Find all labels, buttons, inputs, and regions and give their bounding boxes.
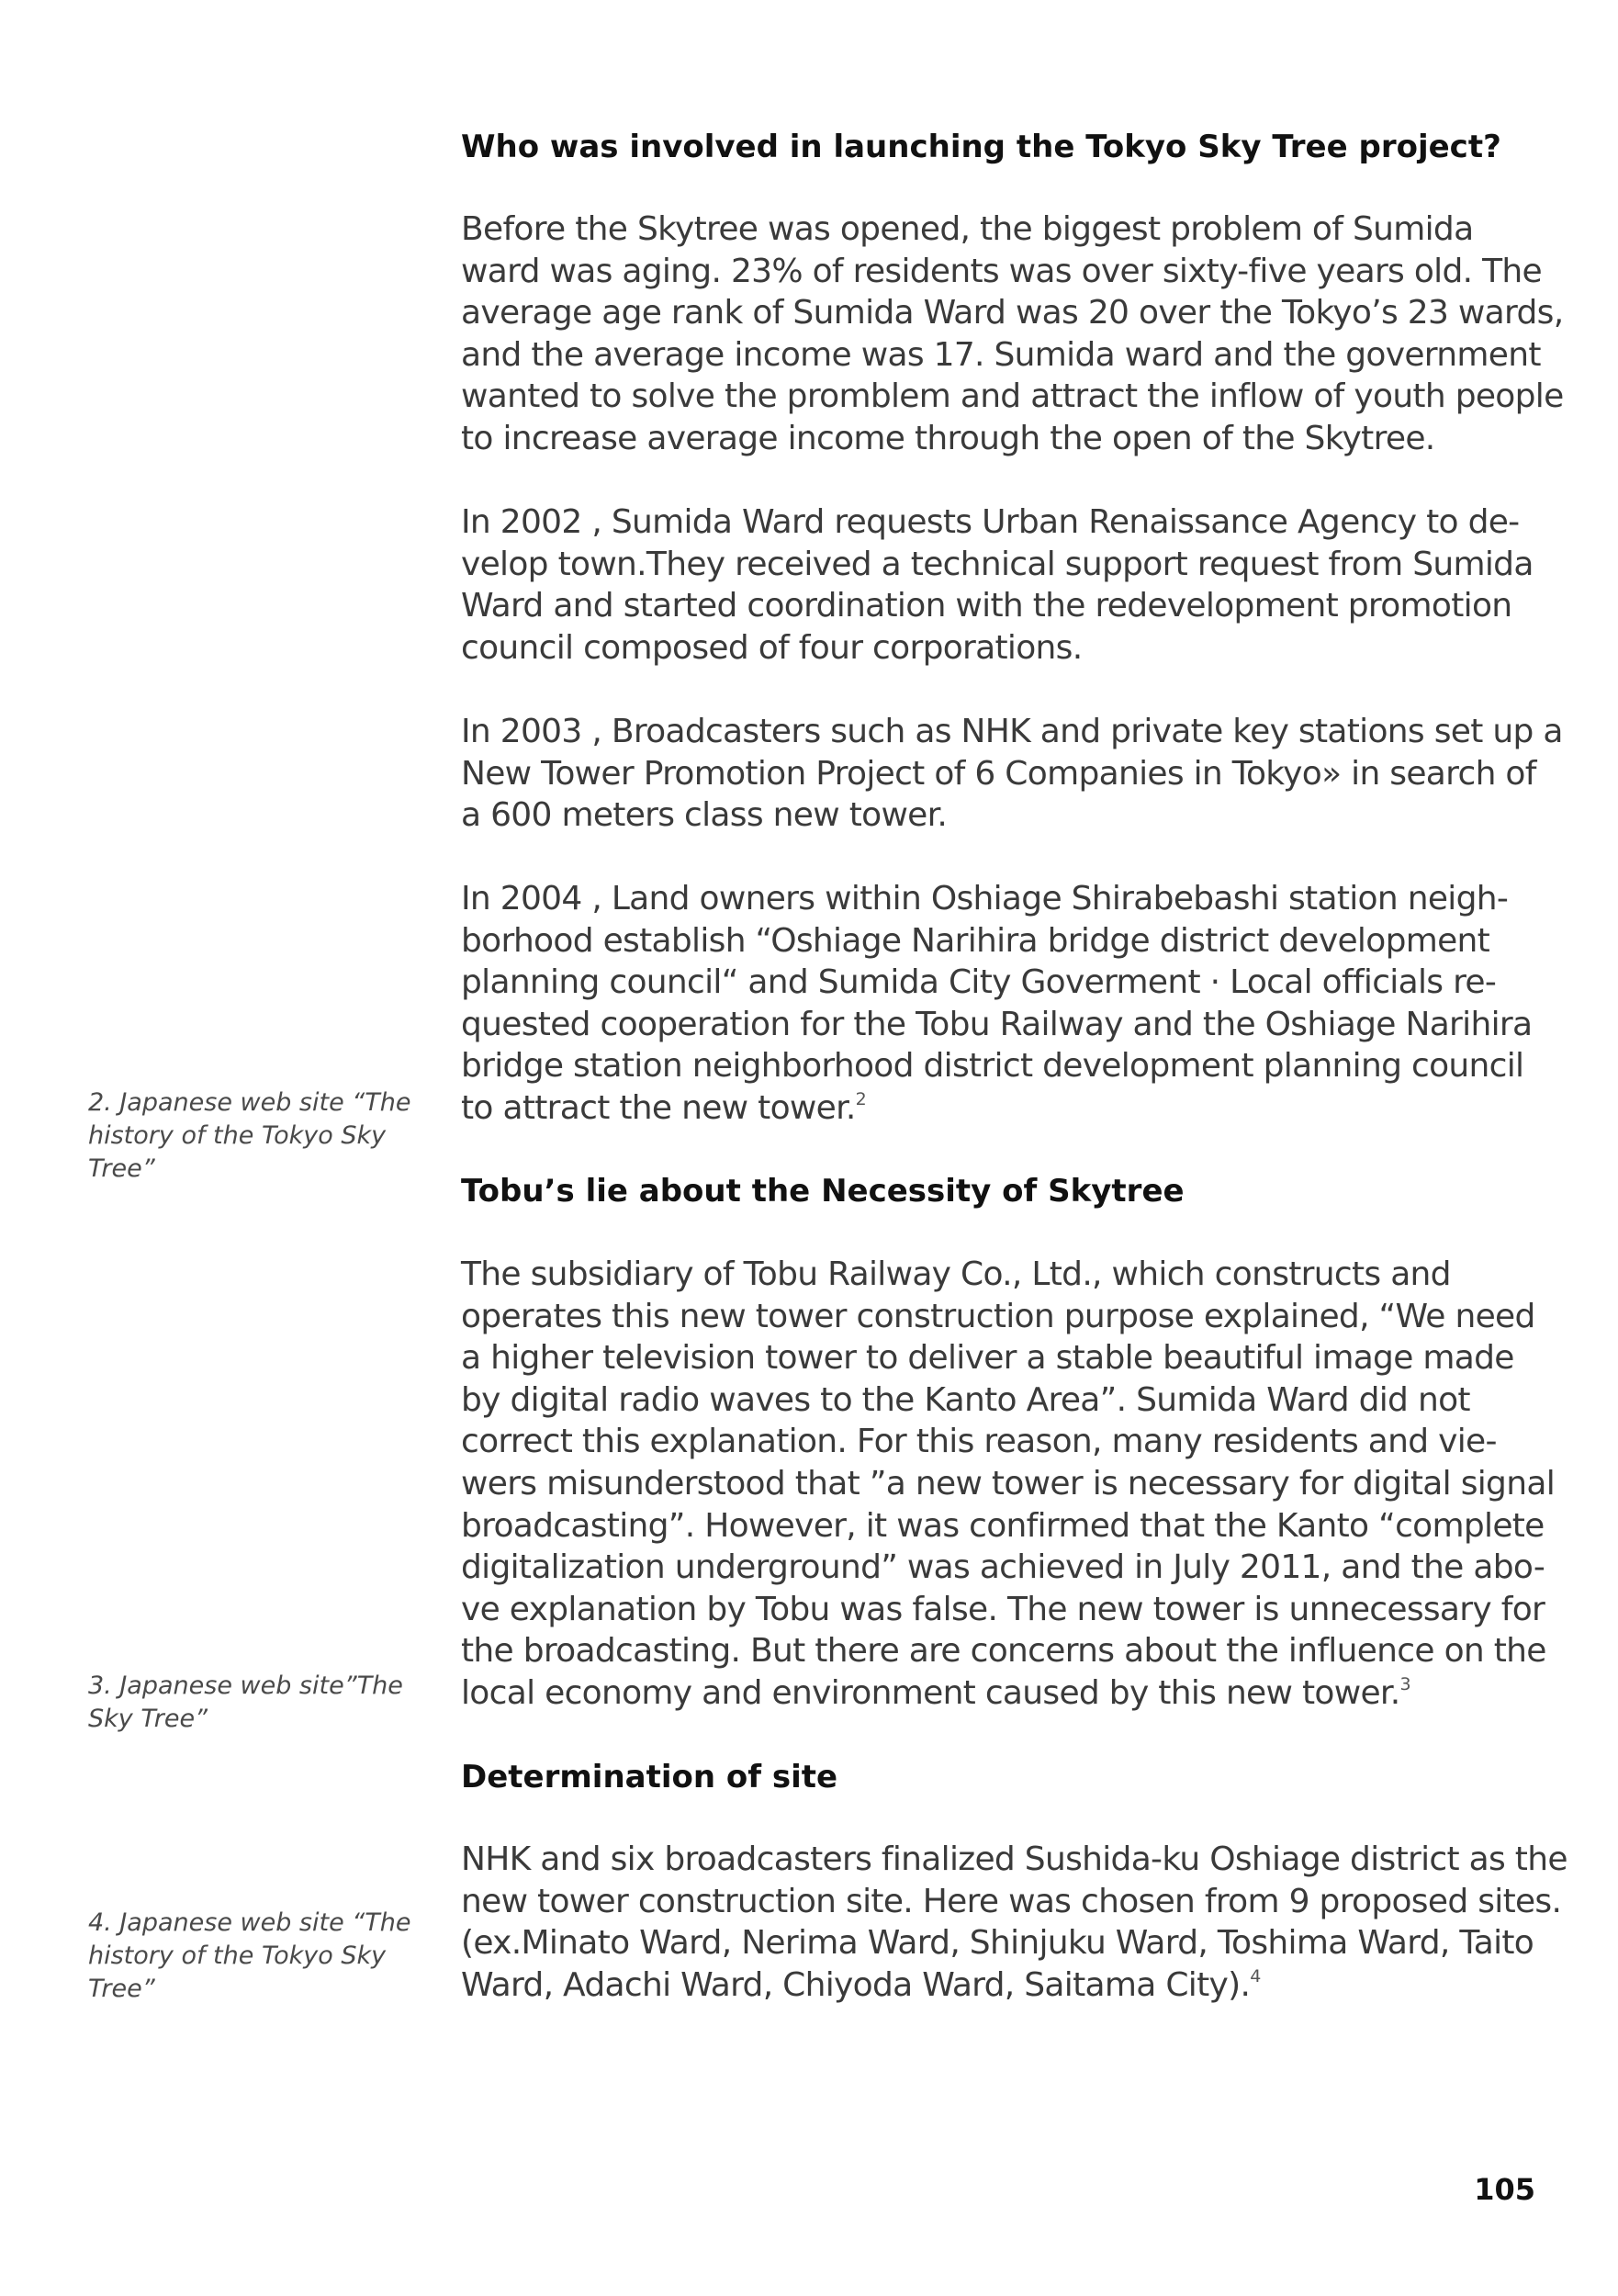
text-line: Ward and started coordination with the redevelopment promotion xyxy=(461,587,1512,625)
paragraph-2004 xyxy=(461,878,1554,1130)
sidenote-line: 4. Japanese web site “The xyxy=(88,1908,411,1937)
sidenote-line: 3. Japanese web site”The xyxy=(88,1671,403,1700)
text-line: operates this new tower construction purpose explained, “We need xyxy=(461,1297,1535,1335)
heading-site: Determination of site xyxy=(461,1759,838,1795)
text-line: New Tower Promotion Project of 6 Companies in Tokyo» in search of xyxy=(461,754,1536,793)
text-line: ve explanation by Tobu was false. The new tower is unnecessary for xyxy=(461,1590,1545,1628)
text-line: wers misunderstood that ”a new tower is necessary for digital signal xyxy=(461,1464,1555,1503)
text-line: quested cooperation for the Tobu Railway and the Oshiage Narihira xyxy=(461,1005,1533,1043)
heading-involved: Who was involved in launching the Tokyo Sky Tree project? xyxy=(461,129,1501,165)
text-line: NHK and six broadcasters finalized Sushida-ku Oshiage district as the xyxy=(461,1840,1567,1878)
footnote-ref-4: 4 xyxy=(1250,1965,1261,1986)
text-line-content: local economy and environment caused by this new tower. xyxy=(461,1673,1400,1712)
text-line: ward was aging. 23% of residents was over sixty-five years old. The xyxy=(461,252,1542,290)
page-number: 105 xyxy=(1474,2172,1535,2207)
text-line: In 2004 , Land owners within Oshiage Shirabebashi station neigh- xyxy=(461,880,1509,917)
text-line: a 600 meters class new tower. xyxy=(461,796,948,835)
paragraph-2002 xyxy=(461,501,1554,669)
paragraph-2003 xyxy=(461,711,1563,837)
text-line: new tower construction site. Here was chosen from 9 proposed sites. xyxy=(461,1882,1562,1920)
text-line: and the average income was 17. Sumida ward and the government xyxy=(461,335,1541,374)
text-line: a higher television tower to deliver a stable beautiful image made xyxy=(461,1339,1514,1378)
text-line: correct this explanation. For this reason, many residents and vie- xyxy=(461,1423,1497,1461)
text-line: to increase average income through the open of the Skytree. xyxy=(461,419,1435,457)
sidenote-2 xyxy=(88,1086,419,1186)
sidenote-line: Tree” xyxy=(88,1975,155,2003)
text-line: bridge station neighborhood district development planning council xyxy=(461,1047,1524,1086)
paragraph-site xyxy=(461,1839,1567,2006)
footnote-ref-2: 2 xyxy=(855,1088,867,1109)
text-line: borhood establish “Oshiage Narihira bridge district development xyxy=(461,921,1490,960)
text-line: council composed of four corporations. xyxy=(461,628,1083,667)
sidenote-line: history of the Tokyo Sky xyxy=(88,1941,387,1970)
text-line: (ex.Minato Ward, Nerima Ward, Shinjuku Ward, Toshima Ward, Taito xyxy=(461,1924,1534,1963)
text-line: In 2003 , Broadcasters such as NHK and private key stations set up a xyxy=(461,713,1563,750)
text-line: digitalization underground” was achieved in July 2011, and the abo- xyxy=(461,1548,1545,1587)
heading-tobu-lie: Tobu’s lie about the Necessity of Skytree xyxy=(461,1173,1185,1210)
paragraph-aging xyxy=(461,208,1564,460)
text-line: planning council“ and Sumida City Goverment · Local officials re- xyxy=(461,963,1497,1002)
sidenote-3 xyxy=(88,1670,419,1736)
sidenote-line: Sky Tree” xyxy=(88,1705,208,1733)
text-line: The subsidiary of Tobu Railway Co., Ltd., which constructs and xyxy=(461,1255,1451,1293)
sidenote-line: Tree” xyxy=(88,1154,155,1183)
text-line: velop town.They received a technical support request from Sumida xyxy=(461,545,1534,583)
text-line xyxy=(461,1964,1554,2007)
text-line: broadcasting”. However, it was confirmed that the Kanto “complete xyxy=(461,1506,1545,1545)
paragraph-tobu xyxy=(461,1254,1554,1715)
text-line: wanted to solve the promblem and attract the inflow of youth people xyxy=(461,377,1564,416)
sidenote-line: history of the Tokyo Sky xyxy=(88,1121,387,1150)
text-line: the broadcasting. But there are concerns about the influence on the xyxy=(461,1632,1546,1671)
text-line: by digital radio waves to the Kanto Area”. Sumida Ward did not xyxy=(461,1380,1470,1419)
text-line-content: to attract the new tower. xyxy=(461,1088,856,1127)
text-line: Before the Skytree was opened, the biggest problem of Sumida xyxy=(461,210,1474,248)
sidenote-4 xyxy=(88,1907,419,2006)
text-line: In 2002 , Sumida Ward requests Urban Renaissance Agency to de- xyxy=(461,503,1520,541)
text-line xyxy=(461,1087,1554,1130)
sidenote-line: 2. Japanese web site “The xyxy=(88,1088,411,1117)
text-line-content: Ward, Adachi Ward, Chiyoda Ward, Saitama City). xyxy=(461,1965,1251,2004)
text-line: average age rank of Sumida Ward was 20 over the Tokyo’s 23 wards, xyxy=(461,294,1564,332)
footnote-ref-3: 3 xyxy=(1399,1673,1410,1694)
text-line xyxy=(461,1672,1554,1715)
